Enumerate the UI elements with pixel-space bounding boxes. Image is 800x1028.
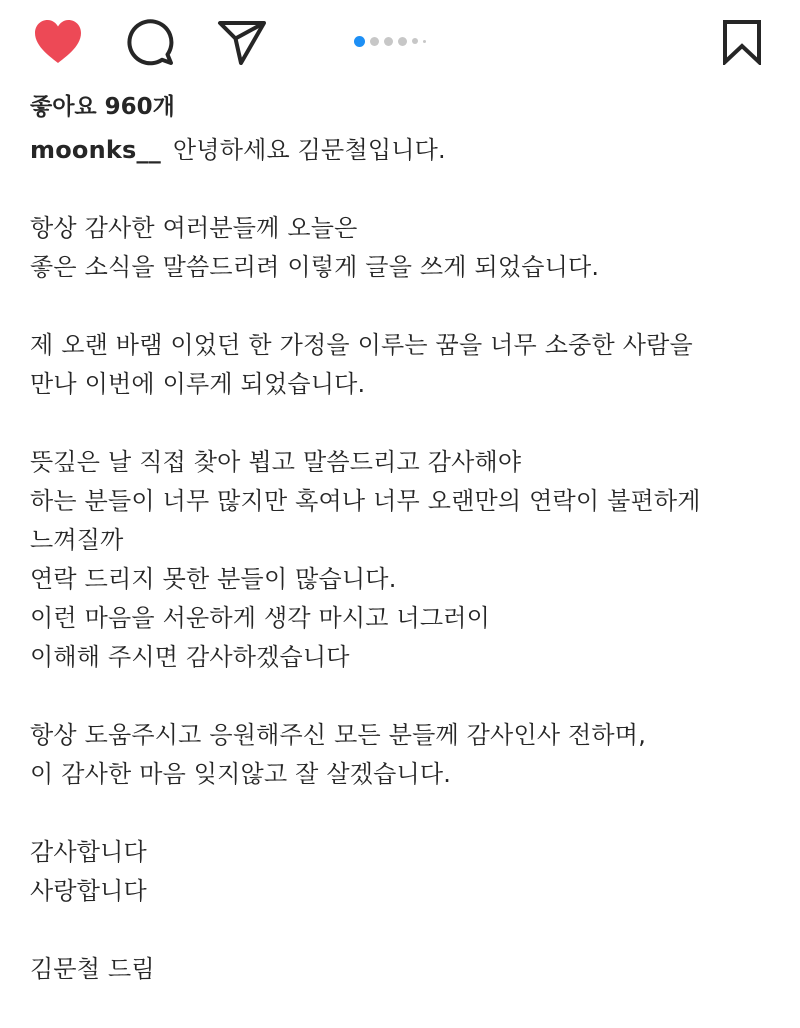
caption-line: 만나 이번에 이루게 되었습니다. [30,370,366,398]
caption-line: 하는 분들이 너무 많지만 혹여나 너무 오랜만의 연락이 불편하게 [30,487,701,515]
caption-blank-line [30,794,780,833]
caption-line: 제 오랜 바램 이었던 한 가정을 이루는 꿈을 너무 소중한 사람을 [30,331,693,359]
caption-line: 느껴질까 [30,526,124,554]
carousel-dot-active[interactable] [354,36,365,47]
caption-blank-line [30,677,780,716]
paper-plane-icon [217,19,267,65]
comment-button[interactable] [122,14,178,70]
bookmark-icon [722,19,762,65]
caption-line: 좋은 소식을 말씀드리려 이렇게 글을 쓰게 되었습니다. [30,253,600,281]
carousel-dot[interactable] [412,38,418,44]
likes-count[interactable]: 좋아요 960개 [30,94,175,120]
caption-line: 사랑합니다 [30,877,147,905]
caption-line: 이런 마음을 서운하게 생각 마시고 너그러이 [30,604,491,632]
save-button[interactable] [714,14,770,70]
caption-line: 김문철 드림 [30,955,155,983]
heart-filled-icon [32,18,84,66]
carousel-dot[interactable] [370,37,379,46]
carousel-dot[interactable] [398,37,407,46]
caption-line [30,131,780,170]
caption-line: 이해해 주시면 감사하겠습니다 [30,643,350,671]
caption-blank-line [30,404,780,443]
post-action-bar [0,0,800,84]
comment-bubble-icon [125,17,175,67]
like-button[interactable] [30,14,86,70]
carousel-dot[interactable] [423,40,426,43]
caption-line: 이 감사한 마음 잊지않고 잘 살겠습니다. [30,760,452,788]
carousel-dot[interactable] [384,37,393,46]
caption-blank-line [30,287,780,326]
caption-blank-line [30,170,780,209]
caption-text: 안녕하세요 김문철입니다. [172,136,446,164]
post-caption [30,131,780,989]
caption-line: 연락 드리지 못한 분들이 많습니다. [30,565,397,593]
caption-line: 항상 도움주시고 응원해주신 모든 분들께 감사인사 전하며, [30,721,647,749]
caption-line: 뜻깊은 날 직접 찾아 뵙고 말씀드리고 감사해야 [30,448,522,476]
caption-line: 감사합니다 [30,838,147,866]
username-link[interactable]: moonks__ [30,136,161,164]
carousel-indicator [354,34,426,48]
share-button[interactable] [214,14,270,70]
caption-blank-line [30,911,780,950]
caption-line: 항상 감사한 여러분들께 오늘은 [30,214,358,242]
